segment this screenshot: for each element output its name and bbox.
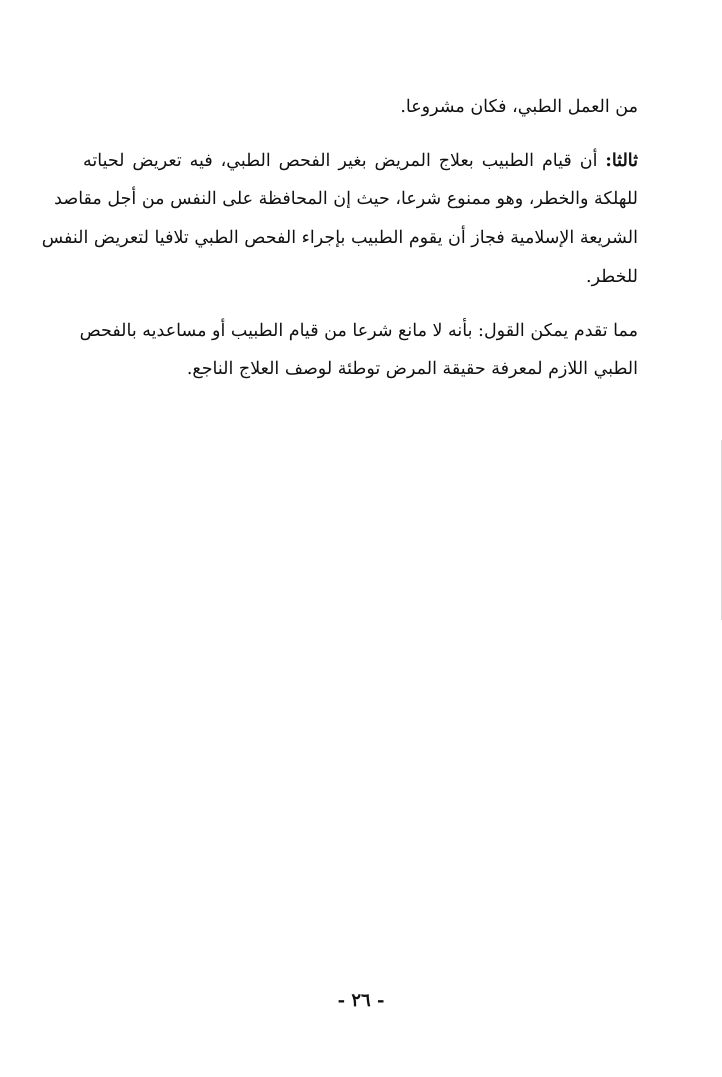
paragraph-2-line-2: للهلكة والخطر، وهو ممنوع شرعا، حيث إن المحافظة على النفس من أجل مقاصد — [54, 189, 638, 209]
paragraph-3-line-1: مما تقدم يمكن القول: بأنه لا مانع شرعا من قيام الطبيب أو مساعديه بالفحص — [79, 321, 638, 341]
paragraph-2-lead: ثالثا: — [605, 151, 638, 171]
paragraph-2-line-4: للخطر. — [586, 267, 638, 287]
page-number: - ٢٦ - — [337, 990, 385, 1011]
paragraph-2-line-1-text: أن قيام الطبيب بعلاج المريض بغير الفحص الطبي، فيه تعريض لحياته — [83, 151, 606, 171]
paragraph-2-line-3: الشريعة الإسلامية فجاز أن يقوم الطبيب بإجراء الفحص الطبي تلافيا لتعريض النفس — [41, 228, 638, 248]
paragraph-2-line-1 — [83, 146, 638, 176]
paragraph-3-line-2: الطبي اللازم لمعرفة حقيقة المرض توطئة لوصف العلاج الناجع. — [186, 359, 638, 379]
paragraph-1-line-1: من العمل الطبي، فكان مشروعا. — [400, 97, 638, 117]
